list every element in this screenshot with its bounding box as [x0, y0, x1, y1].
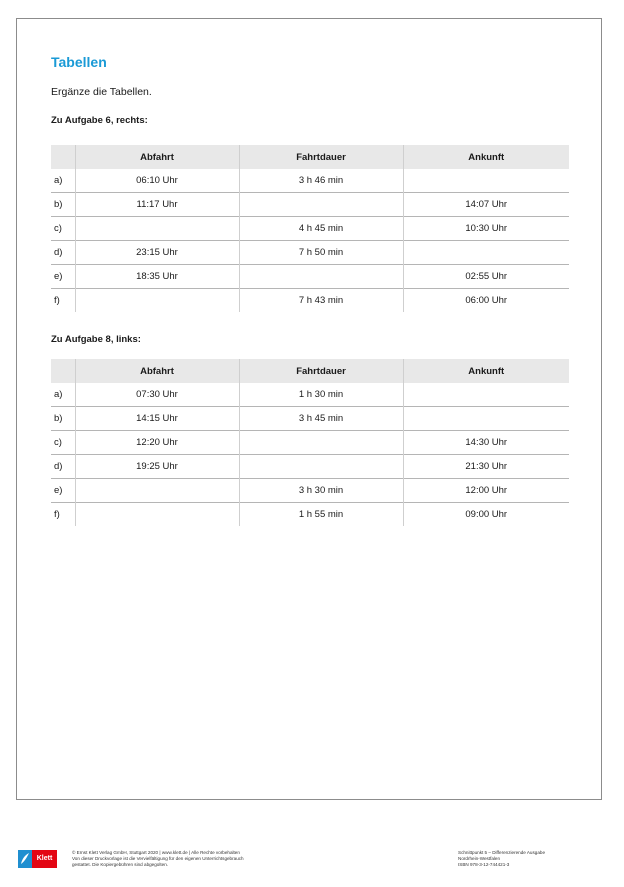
table-row [51, 503, 569, 527]
ankunft-cell [403, 169, 569, 193]
footer-copyright: © Ernst Klett Verlag GmbH, Stuttgart 2020 | www.klett.de | Alle Rechte vorbehalten [72, 850, 240, 855]
fahrtdauer-cell: 3 h 30 min [239, 479, 403, 503]
row-label: e) [51, 479, 75, 503]
fahrtdauer-cell [239, 265, 403, 289]
table-row [51, 479, 569, 503]
row-label: a) [54, 389, 63, 400]
ankunft-cell [403, 407, 569, 431]
fahrtdauer-cell [239, 193, 403, 217]
footer-permission-2: gestattet. Die Kopiergebühren sind abgegolten. [72, 862, 169, 867]
table2-header-ankunft: Ankunft [403, 359, 569, 383]
abfahrt-cell [75, 479, 239, 503]
abfahrt-cell: 11:17 Uhr [75, 193, 239, 217]
abfahrt-cell: 07:30 Uhr [75, 383, 239, 407]
table-row [51, 265, 569, 289]
table1-header-row [51, 145, 569, 169]
ankunft-cell: 14:07 Uhr [403, 193, 569, 217]
fahrtdauer-cell: 3 h 45 min [239, 407, 403, 431]
abfahrt-cell: 12:20 Uhr [75, 431, 239, 455]
row-label: a) [54, 175, 63, 186]
table2-heading: Zu Aufgabe 8, links: [51, 334, 141, 345]
table2-header-fahrtdauer: Fahrtdauer [239, 359, 403, 383]
row-label: d) [51, 455, 75, 479]
ankunft-cell: 12:00 Uhr [403, 479, 569, 503]
footer-region: Nordrhein-Westfalen [458, 856, 501, 861]
footer-permission-1: Von dieser Druckvorlage ist die Vervielfältigung für den eigenen Unterrichtsgebrauch [72, 856, 244, 861]
table-row [51, 217, 569, 241]
ankunft-cell: 09:00 Uhr [403, 503, 569, 527]
ankunft-cell: 21:30 Uhr [403, 455, 569, 479]
table2-header-row [51, 359, 569, 383]
abfahrt-cell: 14:15 Uhr [75, 407, 239, 431]
ankunft-cell [403, 383, 569, 407]
row-label: e) [51, 265, 75, 289]
klett-logo-text: Klett [32, 850, 57, 868]
table1 [51, 145, 569, 312]
abfahrt-cell: 19:25 Uhr [75, 455, 239, 479]
instruction-text: Ergänze die Tabellen. [51, 86, 152, 98]
row-label: f) [51, 503, 75, 527]
abfahrt-cell [75, 503, 239, 527]
table1-header-abfahrt: Abfahrt [75, 145, 239, 169]
abfahrt-cell: 18:35 Uhr [75, 265, 239, 289]
table2-header-label [51, 359, 75, 383]
table-row [51, 383, 569, 407]
abfahrt-cell [75, 289, 239, 313]
row-label: b) [51, 193, 75, 217]
table1-header-fahrtdauer: Fahrtdauer [239, 145, 403, 169]
table-row [51, 193, 569, 217]
ankunft-cell: 02:55 Uhr [403, 265, 569, 289]
table1-header-ankunft: Ankunft [403, 145, 569, 169]
fahrtdauer-cell [239, 431, 403, 455]
fahrtdauer-cell: 7 h 43 min [239, 289, 403, 313]
page-title: Tabellen [51, 54, 107, 70]
ankunft-cell: 14:30 Uhr [403, 431, 569, 455]
fahrtdauer-cell: 1 h 55 min [239, 503, 403, 527]
fahrtdauer-cell: 3 h 46 min [239, 169, 403, 193]
fahrtdauer-cell [239, 455, 403, 479]
footer-isbn: ISBN 978-3-12-744421-3 [458, 862, 510, 867]
table1-heading: Zu Aufgabe 6, rechts: [51, 115, 148, 126]
footer-left [72, 850, 292, 868]
abfahrt-cell: 06:10 Uhr [75, 169, 239, 193]
footer-right [458, 850, 598, 868]
abfahrt-cell: 23:15 Uhr [75, 241, 239, 265]
ankunft-cell [403, 241, 569, 265]
table-row [51, 169, 569, 193]
row-label: f) [51, 289, 75, 313]
row-label: b) [51, 407, 75, 431]
table-row [51, 289, 569, 313]
row-label: c) [51, 431, 75, 455]
table-row [51, 455, 569, 479]
table2 [51, 359, 569, 526]
row-label: c) [51, 217, 75, 241]
footer-book-title: Schnittpunkt 5 – Differenzierende Ausgabe [458, 850, 546, 855]
table-row [51, 407, 569, 431]
abfahrt-cell [75, 217, 239, 241]
ankunft-cell: 10:30 Uhr [403, 217, 569, 241]
row-label: d) [51, 241, 75, 265]
table2-header-abfahrt: Abfahrt [75, 359, 239, 383]
fahrtdauer-cell: 1 h 30 min [239, 383, 403, 407]
ankunft-cell: 06:00 Uhr [403, 289, 569, 313]
fahrtdauer-cell: 7 h 50 min [239, 241, 403, 265]
table-row [51, 431, 569, 455]
table1-header-label [51, 145, 75, 169]
fahrtdauer-cell: 4 h 45 min [239, 217, 403, 241]
table-row [51, 241, 569, 265]
